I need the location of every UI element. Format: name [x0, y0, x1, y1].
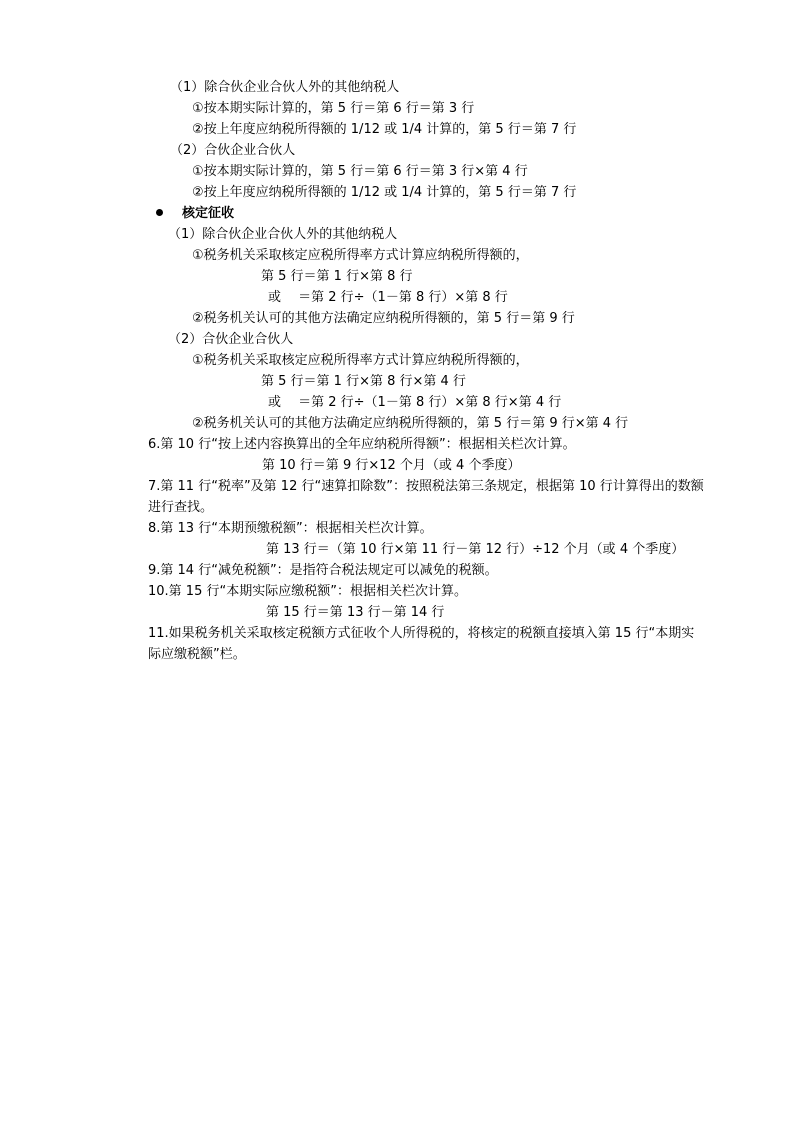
section-heading-non-partner-assessed: （1）除合伙企业合伙人外的其他纳税人 — [168, 227, 398, 242]
formula-line-partner: 第 5 行＝第 1 行×第 8 行×第 4 行 — [261, 374, 466, 389]
heading-assessed-collection: 核定征收 — [182, 206, 235, 221]
section-heading-partner-assessed: （2）合伙企业合伙人 — [168, 332, 294, 347]
formula-line-10: 第 10 行＝第 9 行×12 个月（或 4 个季度） — [262, 458, 521, 473]
formula-line: 第 5 行＝第 1 行×第 8 行 — [261, 269, 413, 284]
item-6: 6.第 10 行“按上述内容换算出的全年应纳税所得额”：根据相关栏次计算。 — [148, 437, 576, 452]
rule-actual-calculation-partner: ①按本期实际计算的，第 5 行＝第 6 行＝第 3 行×第 4 行 — [192, 164, 528, 179]
item-10: 10.第 15 行“本期实际应缴税额”：根据相关栏次计算。 — [148, 584, 467, 599]
formula-line-15: 第 15 行＝第 13 行－第 14 行 — [266, 605, 445, 620]
rule-assessed-rate: ①税务机关采取核定应税所得率方式计算应纳税所得额的， — [192, 248, 529, 263]
section-heading-partner: （2）合伙企业合伙人 — [170, 143, 296, 158]
item-9: 9.第 14 行“减免税额”：是指符合税法规定可以减免的税额。 — [148, 563, 498, 578]
rule-other-method-partner: ②税务机关认可的其他方法确定应纳税所得额的，第 5 行＝第 9 行×第 4 行 — [192, 416, 629, 431]
item-7: 7.第 11 行“税率”及第 12 行“速算扣除数”：按照税法第三条规定，根据第 10 行计算得出的数额进行查找。 — [148, 479, 704, 515]
bullet-icon — [156, 209, 163, 216]
item-8: 8.第 13 行“本期预缴税额”：根据相关栏次计算。 — [148, 521, 433, 536]
section-heading-non-partner: （1）除合伙企业合伙人外的其他纳税人 — [170, 80, 400, 95]
rule-assessed-rate-partner: ①税务机关采取核定应税所得率方式计算应纳税所得额的， — [192, 353, 529, 368]
rule-actual-calculation: ①按本期实际计算的，第 5 行＝第 6 行＝第 3 行 — [192, 101, 475, 116]
rule-prior-year-partner: ②按上年度应纳税所得额的 1/12 或 1/4 计算的，第 5 行＝第 7 行 — [192, 185, 577, 200]
rule-prior-year: ②按上年度应纳税所得额的 1/12 或 1/4 计算的，第 5 行＝第 7 行 — [192, 122, 577, 137]
formula-line-alt: 或 ＝第 2 行÷（1－第 8 行）×第 8 行 — [268, 290, 508, 305]
rule-other-method: ②税务机关认可的其他方法确定应纳税所得额的，第 5 行＝第 9 行 — [192, 311, 575, 326]
formula-line-13: 第 13 行＝（第 10 行×第 11 行－第 12 行）÷12 个月（或 4 个季度） — [266, 542, 685, 557]
item-11: 11.如果税务机关采取核定税额方式征收个人所得税的，将核定的税额直接填入第 15 行“本期实际应缴税额”栏。 — [148, 626, 695, 662]
formula-line-partner-alt: 或 ＝第 2 行÷（1－第 8 行）×第 8 行×第 4 行 — [268, 395, 562, 410]
